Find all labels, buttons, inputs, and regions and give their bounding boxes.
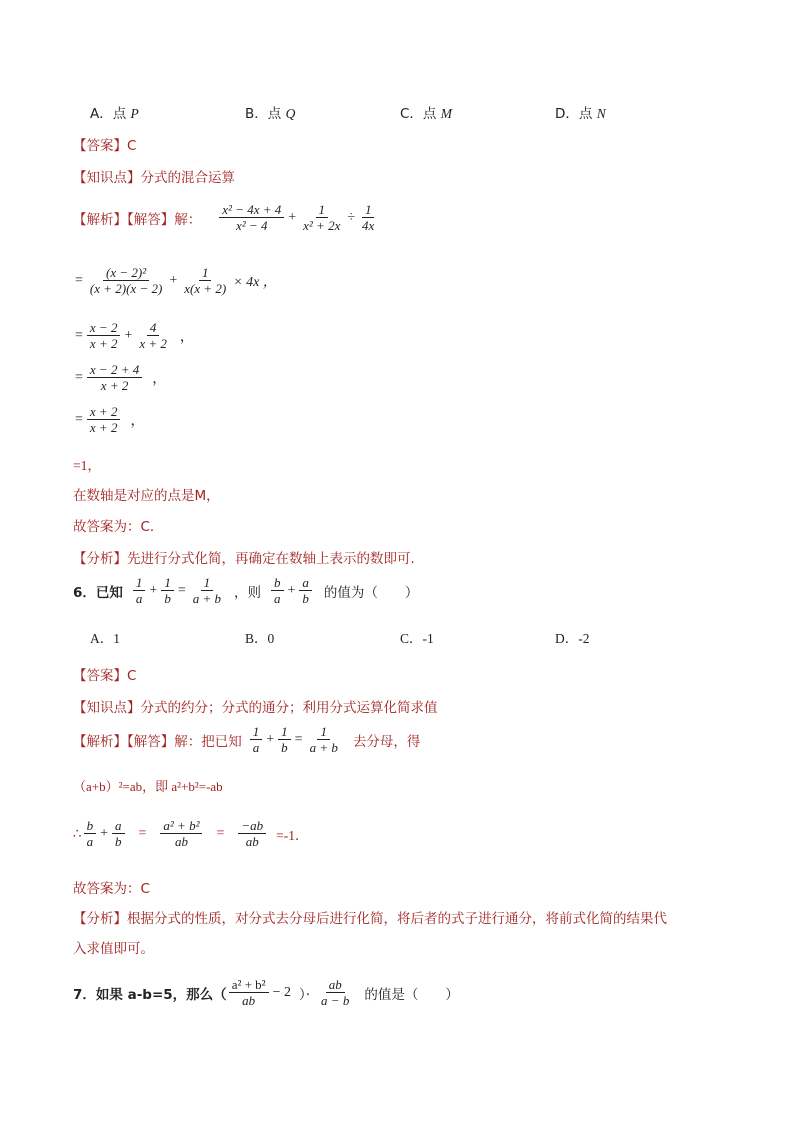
q5-option-d: D．点 N	[555, 106, 606, 122]
q6-option-d: D．-2	[555, 631, 590, 646]
q5-step-3: = $\frac{x - 2 + 4}{x + 2}$ ，	[75, 362, 167, 393]
q6-option-a: A．1	[90, 631, 120, 646]
q7-stem: 7．如果 a-b=5，那么（ $\frac{\text{a² + b²}}{ab}$ − 2 ）· $\frac{ab}{a - b}$ 的值是（ ）	[73, 977, 459, 1008]
q5-step-5: =1，	[73, 458, 101, 473]
q6-explain: 【分析】根据分式的性质，对分式去分母后进行化简，将后者的式子进行通分，将前式化简的结果代	[73, 911, 667, 927]
q5-knowledge: 【知识点】分式的混合运算	[73, 170, 235, 186]
fraction: $\frac{1}{\text{x² + 2x}}$	[303, 202, 341, 233]
q6-knowledge: 【知识点】分式的约分；分式的通分；利用分式运算化简求值	[73, 700, 438, 716]
q5-step-2: = $\frac{x - 2}{x + 2}$ + $\frac{4}{x + 2}$ ，	[75, 320, 194, 351]
fraction: $\frac{\text{x² − 4x + 4}}{\text{x² − 4}}$	[219, 202, 284, 233]
q6-stem: 6．已知 $\frac{1}{a}$ + $\frac{1}{b}$ = $\frac{1}{a + b}$ ，则 $\frac{b}{a}$ + $\frac{a}{b}$ 的值为（ ）	[73, 575, 419, 606]
q5-conclusion: 故答案为：C．	[73, 519, 164, 535]
q5-answer	[73, 134, 136, 154]
q6-analysis-header: 【解析】【解答】 解：把已知 $\frac{1}{a}$ + $\frac{1}{b}$ = $\frac{1}{a + b}$ 去分母，得	[73, 724, 421, 755]
q6-analysis-line2: （a+b）²=ab，即 a²+b²=-ab	[73, 779, 223, 794]
option-c-var: M	[440, 106, 452, 121]
option-a-var: P	[130, 106, 139, 121]
q6-answer: 【答案】C	[73, 668, 137, 684]
fraction: $\frac{1}{4x}$	[362, 202, 375, 233]
q6-conclusion: 故答案为：C	[73, 881, 150, 897]
q6-explain-cont: 入求值即可。	[73, 941, 154, 957]
q6-option-c: C．-1	[400, 631, 434, 646]
answer-value: C	[127, 138, 137, 154]
q5-option-c: C．点 M	[400, 106, 452, 122]
option-b-var: Q	[285, 106, 296, 121]
q6-analysis-line3: ∴ $\frac{b}{a}$ + $\frac{a}{b}$ = $\frac{\text{a² + b²}}{ab}$ = $\frac{-ab}{ab}$ =-1．	[73, 818, 309, 849]
q5-analysis-header: 【解析】【解答】 解： $\frac{\text{x² − 4x + 4}}{\text{x² − 4}}$ + $\frac{1}{\text{x² + 2x}}$ ÷ $\frac{1}{4x}$	[73, 202, 379, 233]
q6-option-b: B．0	[245, 631, 275, 646]
q5-option-b: B．点 Q	[245, 106, 296, 122]
q5-step-4: = $\frac{x + 2}{x + 2}$ ，	[75, 404, 145, 435]
option-d-var: N	[596, 106, 606, 121]
q5-step-1: = $\frac{\text{(x − 2)²}}{(x + 2)(x - 2)}$ + $\frac{1}{x(x + 2)}$ × 4x ，	[75, 265, 277, 296]
q5-option-a: A．点 P	[90, 106, 139, 122]
answer-tag: 【答案】	[73, 138, 127, 154]
q5-point-line: 在数轴是对应的点是M，	[73, 488, 220, 504]
q5-explain: 【分析】先进行分式化简，再确定在数轴上表示的数即可．	[73, 551, 424, 567]
